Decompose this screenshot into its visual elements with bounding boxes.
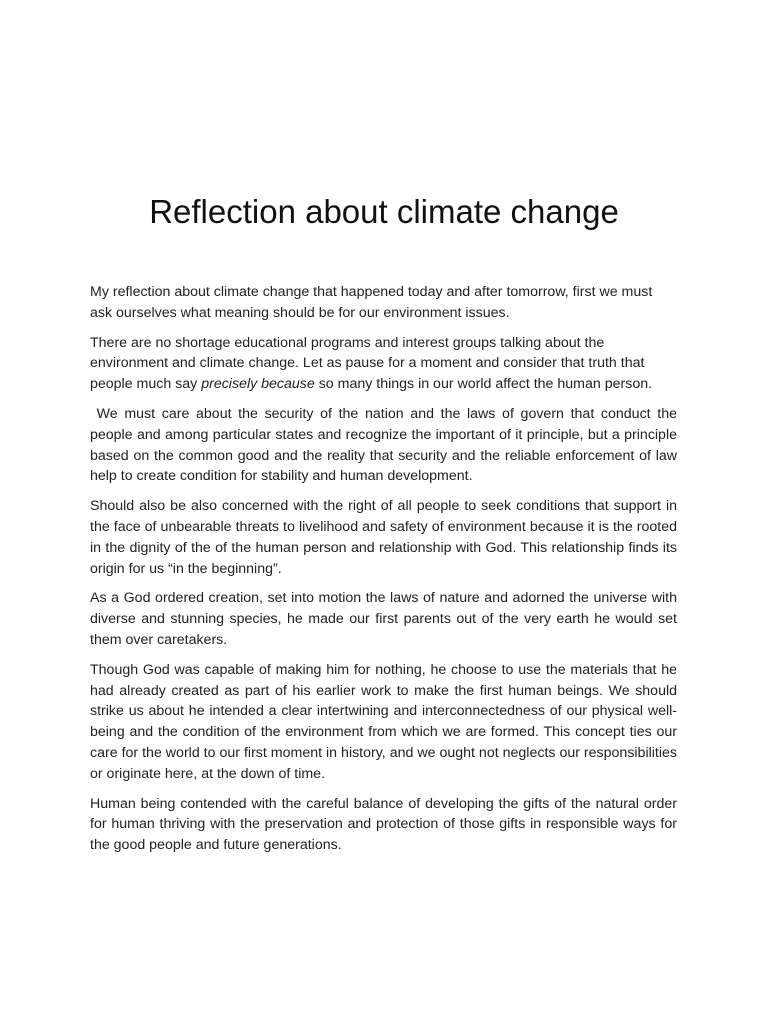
paragraph-3: We must care about the security of the nation and the laws of govern that conduct the people and among particular states and recognize the important of it principle, but a principle based on the common good and the reality that security and the reliable enforcement of law help to create condition for stability and human development.: [90, 405, 681, 485]
paragraph-6: Though God was capable of making him for nothing, he choose to use the materials that he had already created as part of his earlier work to make the first human beings. We should strike us about he intended a clear intertwining and interconnectedness of our physical well-being and the condition of the environment from which we are formed. This concept ties our care for the world to our first moment in history, and we ought not neglects our responsibilities or originate here, at the down of time.: [90, 661, 677, 782]
paragraph-2-text-start: There are no shortage educational programs and interest groups talking about the environment and climate change. Let as pause for a moment and consider that truth that people much say: [90, 334, 645, 393]
paragraph-1: My reflection about climate change that happened today and after tomorrow, first we must ask ourselves what meaning should be for our environment issues.: [90, 284, 653, 321]
paragraph-2-text-end: so many things in our world affect the human person.: [314, 376, 653, 393]
document-title: Reflection about climate change: [149, 193, 619, 230]
paragraph-2-italic-phrase: precisely because: [201, 376, 315, 393]
paragraph-7: Human being contended with the careful balance of developing the gifts of the natural order for human thriving with the preservation and protection of those gifts in responsible ways for the good people and future generations.: [90, 795, 677, 854]
document-body: [90, 282, 681, 865]
paragraph-5: As a God ordered creation, set into motion the laws of nature and adorned the universe with diverse and stunning species, he made our first parents out of the very earth he would set them over caretakers.: [90, 590, 677, 648]
paragraph-4: Should also be also concerned with the right of all people to seek conditions that support in the face of unbearable threats to livelihood and safety of environment because it is the rooted in the dignity of the of the human person and relationship with God. This relationship finds its origin for us “in the beginning”.: [90, 498, 677, 577]
paragraph-2: [90, 333, 677, 395]
